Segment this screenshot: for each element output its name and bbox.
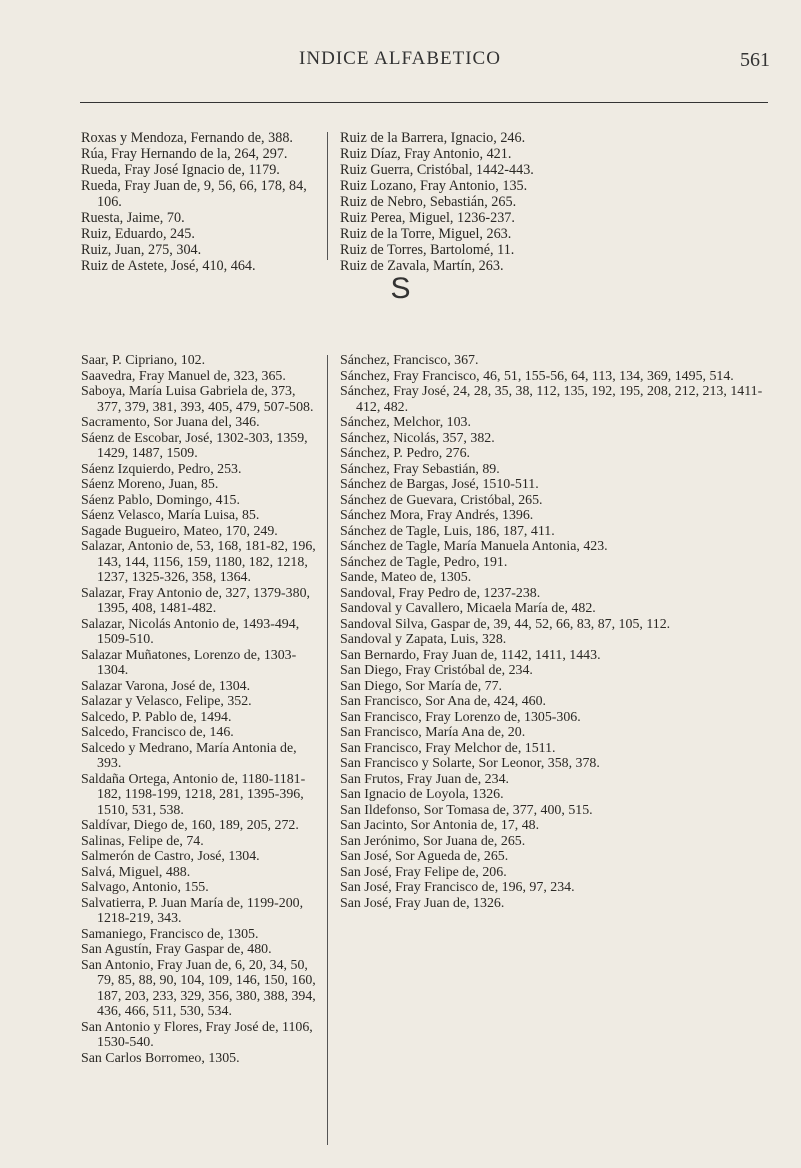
index-entry: Ruiz de Torres, Bartolomé, 11.	[340, 242, 515, 258]
page-number: 561	[740, 49, 770, 71]
index-entry: Ruesta, Jaime, 70.	[81, 210, 185, 226]
index-entry: Ruiz Díaz, Fray Antonio, 421.	[340, 146, 512, 162]
index-entry: San Francisco y Solarte, Sor Leonor, 358, 378.	[340, 756, 600, 771]
index-entry: San Bernardo, Fray Juan de, 1142, 1411, 1443.	[340, 647, 601, 663]
index-entry: San Jerónimo, Sor Juana de, 265.	[340, 833, 526, 849]
index-entry: Salmerón de Castro, José, 1304.	[81, 849, 260, 864]
section-letter: S	[390, 272, 411, 305]
index-entry: Sandoval Silva, Gaspar de, 39, 44, 52, 66, 83, 87, 105, 112.	[340, 616, 671, 632]
page-title: INDICE ALFABETICO	[299, 48, 501, 69]
page-header	[80, 48, 770, 78]
header-rule	[80, 102, 768, 103]
index-entry: Sánchez de Guevara, Cristóbal, 265.	[340, 492, 543, 508]
index-entry: Sánchez de Tagle, Luis, 186, 187, 411.	[340, 523, 555, 539]
column-divider	[327, 132, 328, 260]
index-entry: Sánchez, Fray Sebastián, 89.	[340, 461, 500, 477]
index-entry: Ruiz, Juan, 275, 304.	[81, 242, 202, 258]
index-entry: San Diego, Sor María de, 77.	[340, 678, 503, 694]
index-column-right	[340, 353, 775, 911]
index-entry: San Jacinto, Sor Antonia de, 17, 48.	[340, 818, 540, 833]
index-entry: Sánchez, Melchor, 103.	[340, 415, 471, 430]
index-column-right	[340, 130, 775, 274]
index-entry: Sacramento, Sor Juana del, 346.	[81, 415, 260, 430]
index-entry: San Agustín, Fray Gaspar de, 480.	[81, 942, 272, 957]
index-entry: Sánchez, Fray Francisco, 46, 51, 155-56, 64, 113, 134, 369, 1495, 514.	[340, 368, 734, 384]
index-entry: Sánchez, Francisco, 367.	[340, 353, 479, 368]
index-entry: Sánchez de Tagle, Pedro, 191.	[340, 554, 508, 570]
index-entry: Ruiz de Astete, José, 410, 464.	[81, 258, 256, 274]
index-entry: San Frutos, Fray Juan de, 234.	[340, 771, 509, 787]
index-entry: Salvá, Miguel, 488.	[81, 864, 191, 880]
index-entry: San José, Fray Juan de, 1326.	[340, 895, 505, 911]
index-entry: Sáenz de Escobar, José, 1302-303, 1359, 1429, 1487, 1509.	[81, 430, 308, 461]
index-entry: Ruiz Guerra, Cristóbal, 1442-443.	[340, 162, 534, 178]
index-entry: Sáenz Velasco, María Luisa, 85.	[81, 508, 260, 523]
index-block-r	[81, 130, 771, 274]
index-entry: Sánchez, Nicolás, 357, 382.	[340, 430, 495, 446]
index-entry: Sánchez de Tagle, María Manuela Antonia, 423.	[340, 539, 608, 554]
column-divider	[327, 355, 328, 1145]
index-entry: San José, Fray Francisco de, 196, 97, 234.	[340, 880, 575, 895]
index-entry: Sáenz Moreno, Juan, 85.	[81, 477, 219, 492]
index-entry: Sandoval, Fray Pedro de, 1237-238.	[340, 585, 541, 601]
index-entry: Sánchez de Bargas, José, 1510-511.	[340, 477, 539, 492]
index-entry: Sandoval y Zapata, Luis, 328.	[340, 632, 507, 647]
index-entry: San José, Sor Agueda de, 265.	[340, 849, 509, 864]
index-entry: Ruiz Perea, Miguel, 1236-237.	[340, 210, 515, 226]
index-column-left	[81, 130, 321, 274]
index-entry: San Carlos Borromeo, 1305.	[81, 1050, 240, 1066]
index-entry: Sánchez Mora, Fray Andrés, 1396.	[340, 508, 534, 523]
index-entry: Salcedo, Francisco de, 146.	[81, 725, 234, 740]
index-entry: San Diego, Fray Cristóbal de, 234.	[340, 663, 533, 678]
index-entry: San Francisco, Fray Lorenzo de, 1305-306.	[340, 709, 581, 725]
index-entry: San Francisco, María Ana de, 20.	[340, 725, 526, 740]
index-entry: Salvatierra, P. Juan María de, 1199-200, 1218-219, 343.	[81, 895, 304, 926]
index-entry: Saavedra, Fray Manuel de, 323, 365.	[81, 368, 286, 384]
index-entry: San Ildefonso, Sor Tomasa de, 377, 400, 515.	[340, 802, 593, 818]
index-entry: San Ignacio de Loyola, 1326.	[340, 787, 504, 802]
index-entry: Sandoval y Cavallero, Micaela María de, 482.	[340, 601, 596, 616]
index-entry: Rueda, Fray José Ignacio de, 1179.	[81, 162, 280, 178]
index-entry: Salazar, Fray Antonio de, 327, 1379-380, 1395, 408, 1481-482.	[81, 585, 310, 616]
index-entry: Ruiz, Eduardo, 245.	[81, 226, 195, 242]
index-entry: Salcedo y Medrano, María Antonia de, 393.	[81, 740, 297, 771]
index-entry: Salazar, Antonio de, 53, 168, 181-82, 196, 143, 144, 1156, 159, 1180, 182, 1218, 1237, 1325-326, 358, 1364.	[81, 539, 316, 585]
index-block-s	[81, 353, 771, 1153]
index-entry: Saboya, María Luisa Gabriela de, 373, 377, 379, 381, 393, 405, 479, 507-508.	[81, 384, 314, 415]
index-entry: Salazar y Velasco, Felipe, 352.	[81, 694, 252, 709]
index-entry: Saldaña Ortega, Antonio de, 1180-1181-182, 1198-199, 1218, 281, 1395-396, 1510, 531, 538.	[81, 771, 306, 818]
index-entry: Ruiz Lozano, Fray Antonio, 135.	[340, 178, 528, 194]
index-entry: Saar, P. Cipriano, 102.	[81, 353, 206, 368]
index-entry: Salazar Muñatones, Lorenzo de, 1303-1304.	[81, 647, 297, 678]
index-entry: Salazar Varona, José de, 1304.	[81, 678, 251, 694]
index-entry: Sánchez, P. Pedro, 276.	[340, 446, 471, 461]
index-entry: Roxas y Mendoza, Fernando de, 388.	[81, 130, 293, 146]
index-entry: Ruiz de Nebro, Sebastián, 265.	[340, 194, 517, 210]
index-entry: Rúa, Fray Hernando de la, 264, 297.	[81, 146, 288, 162]
index-entry: San Antonio y Flores, Fray José de, 1106, 1530-540.	[81, 1019, 313, 1050]
index-entry: Sáenz Izquierdo, Pedro, 253.	[81, 461, 242, 477]
index-entry: Sáenz Pablo, Domingo, 415.	[81, 492, 240, 508]
index-entry: Ruiz de la Barrera, Ignacio, 246.	[340, 130, 526, 146]
index-entry: Samaniego, Francisco de, 1305.	[81, 926, 259, 942]
index-entry: San Antonio, Fray Juan de, 6, 20, 34, 50, 79, 85, 88, 90, 104, 109, 146, 150, 160, 187, 203, 233, 329, 356, 380, 388, 394, 436, 466, 511, 530, 534.	[81, 957, 316, 1019]
index-entry: Saldívar, Diego de, 160, 189, 205, 272.	[81, 818, 299, 833]
index-entry: San Francisco, Fray Melchor de, 1511.	[340, 740, 556, 756]
index-entry: San Francisco, Sor Ana de, 424, 460.	[340, 694, 547, 709]
index-entry: Sagade Bugueiro, Mateo, 170, 249.	[81, 523, 278, 539]
index-entry: Salazar, Nicolás Antonio de, 1493-494, 1509-510.	[81, 616, 300, 647]
index-entry: Ruiz de la Torre, Miguel, 263.	[340, 226, 512, 242]
index-column-left	[81, 353, 321, 1066]
index-entry: Salinas, Felipe de, 74.	[81, 833, 204, 849]
index-entry: Salcedo, P. Pablo de, 1494.	[81, 709, 232, 725]
index-entry: San José, Fray Felipe de, 206.	[340, 864, 507, 880]
index-entry: Rueda, Fray Juan de, 9, 56, 66, 178, 84, 106.	[81, 178, 307, 210]
index-entry: Sánchez, Fray José, 24, 28, 35, 38, 112, 135, 192, 195, 208, 212, 213, 1411-412, 482.	[340, 384, 763, 415]
index-entry: Ruiz de Zavala, Martín, 263.	[340, 258, 504, 274]
index-entry: Salvago, Antonio, 155.	[81, 880, 209, 895]
index-entry: Sande, Mateo de, 1305.	[340, 570, 472, 585]
